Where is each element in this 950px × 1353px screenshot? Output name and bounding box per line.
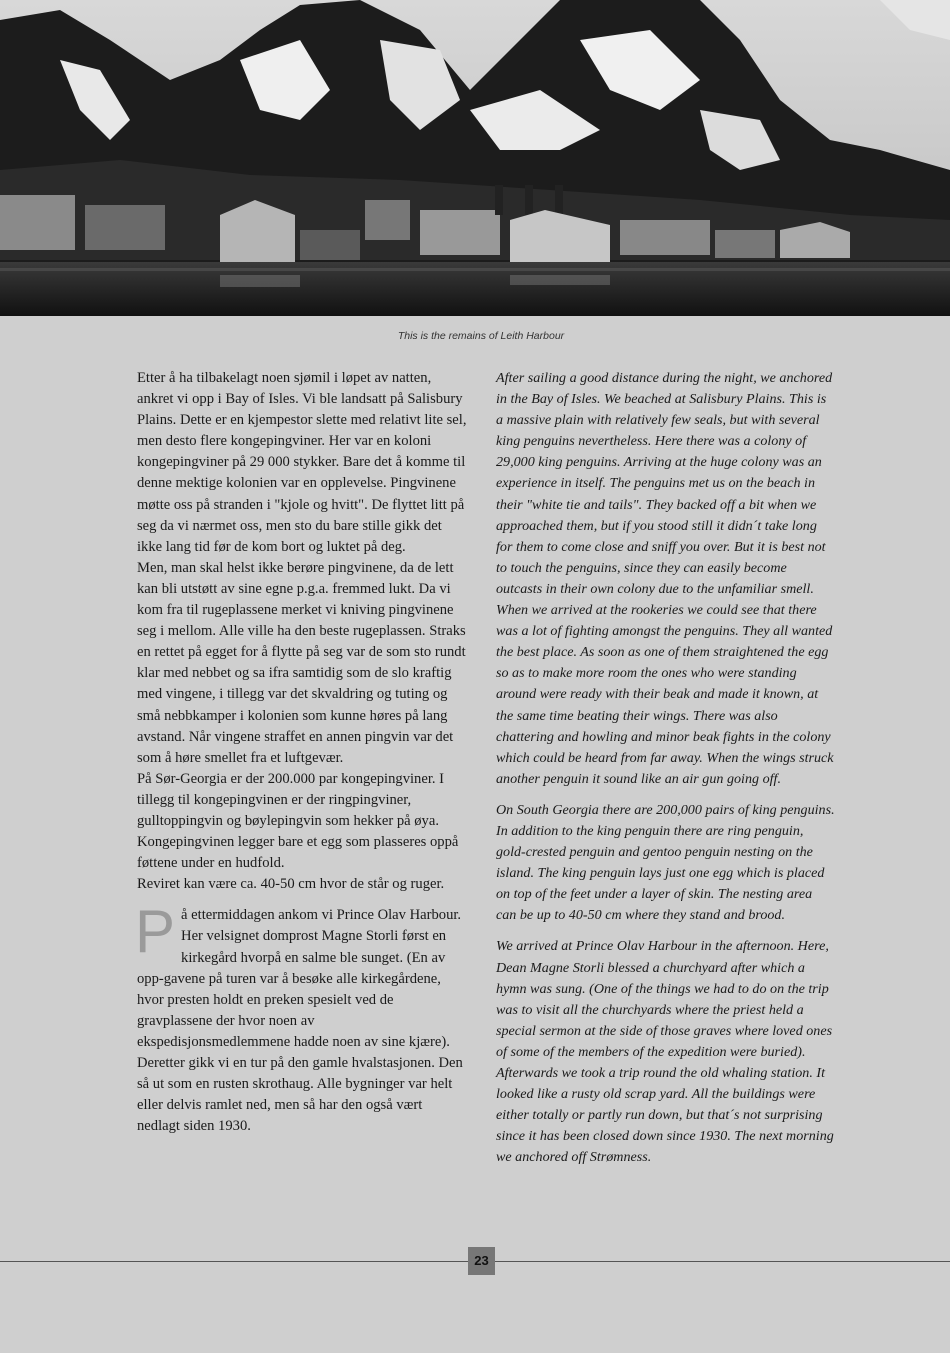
norwegian-paragraph: Men, man skal helst ikke berøre pingvinene, da de lett kan bli utstøtt av sine egne p.g.a. fremmed lukt. Da vi kom fra til rugeplassene merket vi kniving pingvinene seg i mellom. Alle ville ha den beste rugeplassen. Straks en rettet på egget for å flytte på seg var de som sto rundt klar med nebbet og sa ifra samtidig som de slo kraftig med vingene, i tillegg var det skvaldring og tuting og små nebbkamper i kolonien som kunne høres på lang avstand. Når vingene straffet en annen pingvin var det som å høre smellet fra et luftgevær. (137, 559, 466, 766)
leith-harbour-photo (0, 0, 950, 316)
page-number: 23 (468, 1247, 495, 1275)
english-column (496, 368, 836, 1168)
norwegian-paragraph-text: å ettermiddagen ankom vi Prince Olav Harbour. Her velsignet domprost Magne Storli først en kirkegård hvorpå en salme ble sunget. (En av opp-gavene på turen var å besøke alle kirkegårdene, hvor presten holdt en preken spesielt ved de gravplassene der hvor noen av ekspedisjonsmedlemmene hadde noen av sine kjære). (137, 907, 462, 1050)
drop-cap: P (135, 898, 176, 966)
norwegian-column (137, 368, 467, 1137)
norwegian-paragraph: Reviret kan være ca. 40-50 cm hvor de står og ruger. (137, 876, 445, 893)
harbour-photo-illustration (0, 0, 950, 316)
norwegian-paragraph-dropcap (135, 898, 467, 1053)
norwegian-paragraph: Etter å ha tilbakelagt noen sjømil i løpet av natten, ankret vi opp i Bay of Isles. Vi ble landsatt på Salisbury Plains. Dette er en kjempestor slette med relativt lite sel, men desto flere kongepingviner. Her var en koloni kongepingviner på 29 000 stykker. Bare det å komme til denne mektige kolonien var en opplevelse. Pingvinene møtte oss på stranden i "kjole og hvitt". De flyttet litt på seg da vi nærmet oss, men sto du bare stille gikk det ikke lang tid før de kom bort og luktet på deg. (137, 370, 467, 555)
photo-caption: This is the remains of Leith Harbour (397, 330, 565, 342)
english-paragraph: After sailing a good distance during the night, we anchored in the Bay of Isles. We beached at Salisbury Plains. This is a massive plain with relatively few seals, but with several king penguins nevertheless. Here there was a colony of 29,000 king penguins. Arriving at the huge colony was an experience in itself. The penguins met us on the beach in their "white tie and tails". They backed off a bit when we approached them, but if you stood still it didn´t take long for them to come close and sniff you over. But it is best not to touch the penguins, since they can easily become outcasts in their own colony due to the unfamiliar smell. When we arrived at the rookeries we could see that there was a lot of fighting amongst the penguins. They all wanted the best place. As soon as one of them straightened the egg so as to make more room the ones who were standing around were ready with their beak and made it known, at the same time beating their wings. There was also chattering and howling and minor beak fights in the colony which could be heard from far away. When the wings struck another penguin it sound like an air gun going off. (496, 370, 834, 787)
norwegian-paragraph: Deretter gikk vi en tur på den gamle hvalstasjonen. Den så ut som en rusten skrothaug. Alle bygninger var helt eller delvis ramlet ned, men så har den også vært nedlagt siden 1930. (137, 1055, 463, 1135)
norwegian-paragraph: På Sør-Georgia er der 200.000 par kongepingviner. I tillegg til kongepingvinen er der ringpingviner, gulltoppingvin og bøylepingvin som hekker på øya. Kongepingvinen legger bare et egg som plasseres oppå føttene under en hudfold. (137, 770, 459, 872)
english-paragraph: On South Georgia there are 200,000 pairs of king penguins. In addition to the king penguin there are ring penguin, gold-crested penguin and gentoo penguin nesting on the island. The king penguin lays just one egg which is placed on top of the feet under a layer of skin. The nesting area can be up to 40-50 cm where they stand and brood. (496, 801, 835, 924)
english-paragraph: We arrived at Prince Olav Harbour in the afternoon. Here, Dean Magne Storli blessed a churchyard after which a hymn was sung. (One of the things we had to do on the trip was to visit all the churchyards where the priest held a special sermon at the side of those graves where loved ones of some of the members of the expedition were buried). Afterwards we took a trip round the old whaling station. It looked like a rusty old scrap yard. All the buildings were either totally or partly run down, but that´s not surprising since it has been closed down since 1930. The next morning we anchored off Strømness. (496, 938, 834, 1166)
